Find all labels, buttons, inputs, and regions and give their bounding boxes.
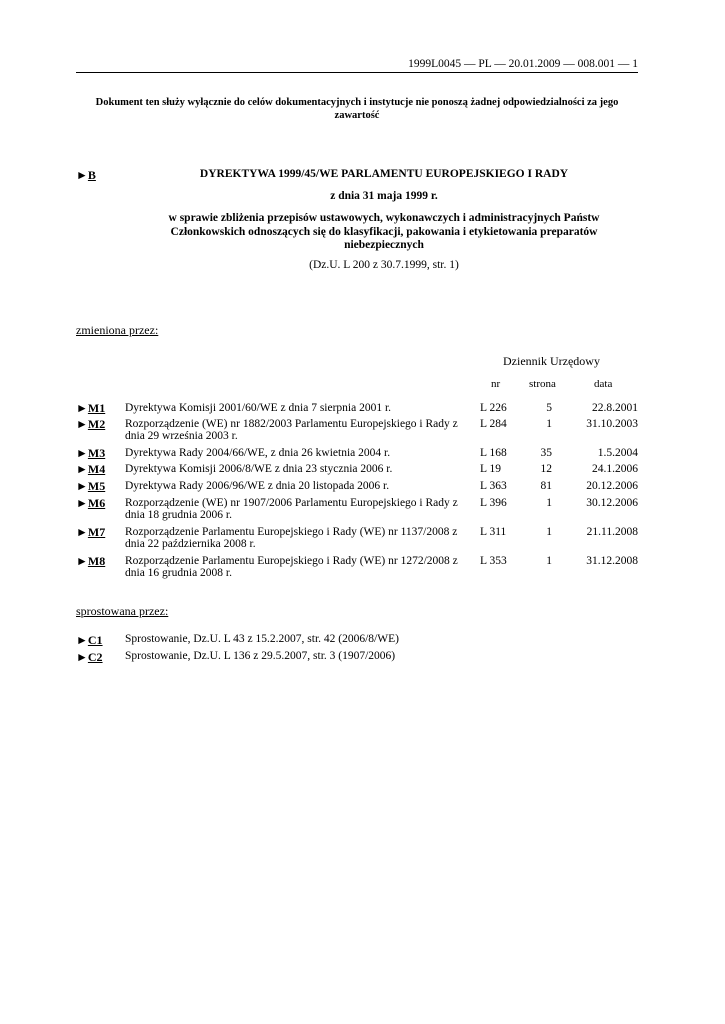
arrow-icon: ►	[76, 417, 88, 431]
base-marker	[76, 168, 96, 183]
amendment-date: 31.12.2008	[586, 555, 638, 567]
amendment-description: Rozporządzenie Parlamentu Europejskiego i Rady (WE) nr 1272/2008 z dnia 16 grudnia 2008 r.	[125, 555, 458, 579]
amendment-description: Dyrektywa Komisji 2001/60/WE z dnia 7 sierpnia 2001 r.	[125, 402, 392, 414]
amendment-marker	[76, 402, 105, 414]
amendment-oj-number: L 311	[480, 526, 507, 538]
amendment-code[interactable]: M8	[87, 554, 106, 568]
amendment-description: Rozporządzenie (WE) nr 1882/2003 Parlamentu Europejskiego i Rady z dnia 29 września 2003 r.	[125, 418, 458, 442]
column-header-nr: nr	[491, 378, 501, 390]
amendment-page: 1	[546, 555, 552, 567]
amendment-oj-number: L 363	[480, 480, 507, 492]
amendment-page: 1	[546, 526, 552, 538]
amendment-date: 21.11.2008	[586, 526, 638, 538]
amendment-marker	[76, 480, 105, 492]
amendment-marker	[76, 418, 105, 430]
correction-marker	[76, 650, 103, 665]
amendment-marker	[76, 555, 105, 567]
arrow-icon: ►	[76, 554, 88, 568]
amendment-page: 12	[540, 463, 552, 475]
amendment-page: 1	[546, 497, 552, 509]
journal-header: Dziennik Urzędowy	[503, 354, 600, 368]
amendment-marker	[76, 497, 105, 509]
document-date: z dnia 31 maja 1999 r.	[330, 190, 438, 202]
amendment-description: Rozporządzenie Parlamentu Europejskiego i Rady (WE) nr 1137/2008 z dnia 22 października 2008 r.	[125, 526, 458, 550]
correction-marker	[76, 633, 103, 648]
amendment-code[interactable]: M7	[87, 525, 106, 539]
correction-description: Sprostowanie, Dz.U. L 43 z 15.2.2007, str. 42 (2006/8/WE)	[125, 633, 399, 645]
amendment-page: 35	[540, 447, 552, 459]
amendment-date: 1.5.2004	[597, 447, 638, 459]
amendment-code[interactable]: M4	[87, 462, 106, 476]
base-code[interactable]: B	[87, 168, 96, 182]
amendment-code[interactable]: M3	[87, 446, 106, 460]
amendment-oj-number: L 396	[480, 497, 507, 509]
column-header-date: data	[594, 378, 613, 390]
column-header-page: strona	[529, 378, 556, 390]
amendment-code[interactable]: M6	[87, 496, 106, 510]
arrow-icon: ►	[76, 633, 88, 647]
amendment-marker	[76, 463, 105, 475]
arrow-icon: ►	[76, 401, 88, 415]
oj-reference: (Dz.U. L 200 z 30.7.1999, str. 1)	[309, 259, 459, 271]
amendment-page: 1	[546, 418, 552, 430]
amendment-date: 24.1.2006	[592, 463, 638, 475]
amendment-oj-number: L 168	[480, 447, 507, 459]
arrow-icon: ►	[76, 650, 88, 664]
amendment-date: 20.12.2006	[586, 480, 638, 492]
disclaimer: Dokument ten służy wyłącznie do celów dokumentacyjnych i instytucje nie ponoszą żadnej odpowiedzialności za jego zawartość	[95, 97, 619, 121]
arrow-icon: ►	[76, 479, 88, 493]
amendment-code[interactable]: M1	[87, 401, 106, 415]
amendments-label: zmieniona przez:	[76, 323, 159, 337]
amendment-description: Rozporządzenie (WE) nr 1907/2006 Parlamentu Europejskiego i Rady z dnia 18 grudnia 2006 r.	[125, 497, 458, 521]
amendment-description: Dyrektywa Komisji 2006/8/WE z dnia 23 stycznia 2006 r.	[125, 463, 393, 475]
amendment-code[interactable]: M2	[87, 417, 106, 431]
correction-description: Sprostowanie, Dz.U. L 136 z 29.5.2007, str. 3 (1907/2006)	[125, 650, 396, 662]
amendment-oj-number: L 353	[480, 555, 507, 567]
amendment-page: 81	[540, 480, 552, 492]
document-subject: w sprawie zbliżenia przepisów ustawowych, wykonawczych i administracyjnych Państw Członkowskich odnoszących się do klasyfikacji, pakowania i etykietowania preparatów niebezpiecznych	[168, 212, 600, 251]
arrow-icon: ►	[76, 446, 88, 460]
document-title: DYREKTYWA 1999/45/WE PARLAMENTU EUROPEJSKIEGO I RADY	[199, 168, 569, 180]
arrow-icon: ►	[76, 525, 88, 539]
correction-code[interactable]: C2	[87, 650, 103, 664]
amendment-date: 31.10.2003	[586, 418, 638, 430]
amendment-oj-number: L 284	[480, 418, 507, 430]
amendment-date: 22.8.2001	[592, 402, 638, 414]
header-divider	[76, 72, 638, 73]
arrow-icon: ►	[76, 496, 88, 510]
corrections-label: sprostowana przez:	[76, 604, 169, 618]
arrow-icon: ►	[76, 462, 88, 476]
amendment-description: Dyrektywa Rady 2004/66/WE, z dnia 26 kwietnia 2004 r.	[125, 447, 391, 459]
amendment-code[interactable]: M5	[87, 479, 106, 493]
amendment-date: 30.12.2006	[586, 497, 638, 509]
amendment-description: Dyrektywa Rady 2006/96/WE z dnia 20 listopada 2006 r.	[125, 480, 390, 492]
correction-code[interactable]: C1	[87, 633, 103, 647]
arrow-icon: ►	[76, 168, 88, 182]
amendment-oj-number: L 226	[480, 402, 507, 414]
amendment-oj-number: L 19	[480, 463, 501, 475]
amendment-marker	[76, 447, 105, 459]
amendment-page: 5	[546, 402, 552, 414]
document-reference: 1999L0045 — PL — 20.01.2009 — 008.001 — 1	[408, 58, 638, 70]
amendment-marker	[76, 526, 105, 538]
